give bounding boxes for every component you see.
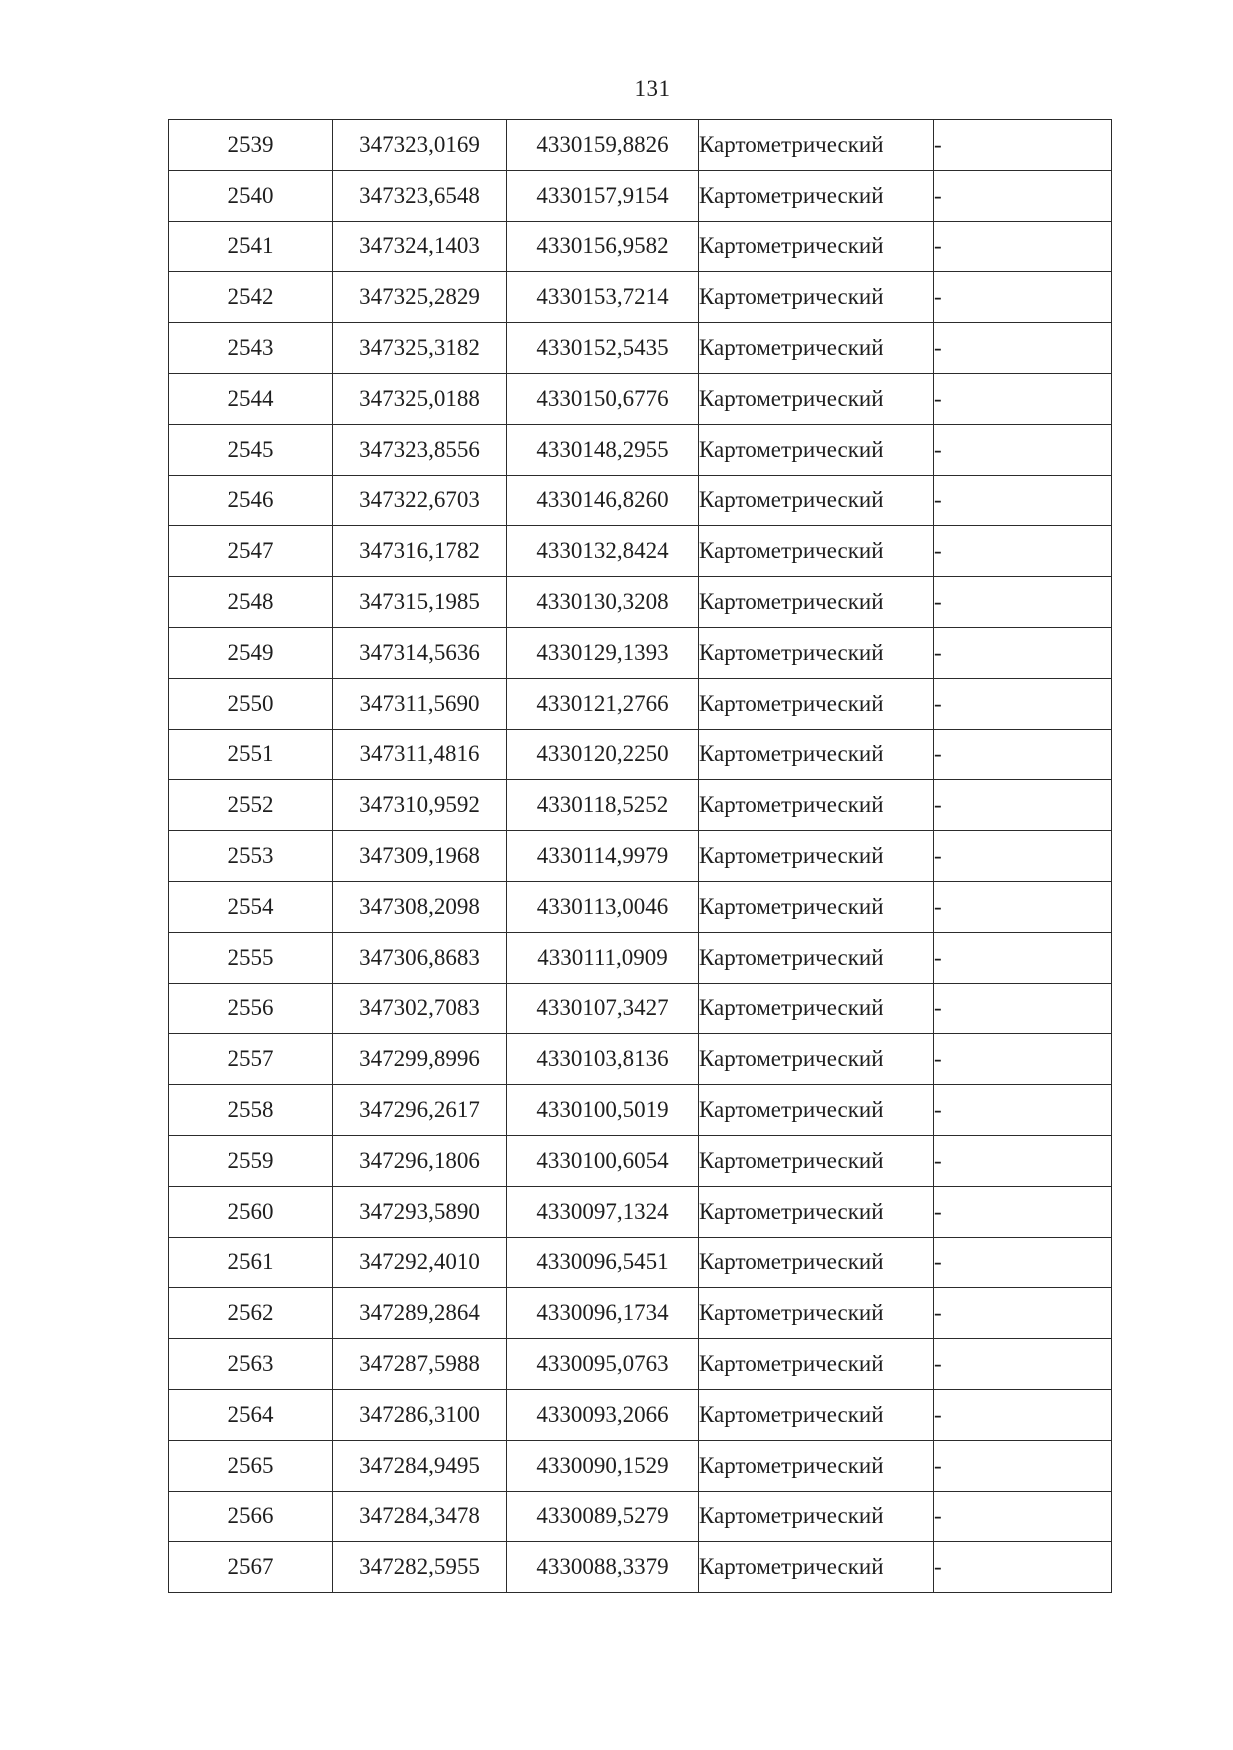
note-cell: - (934, 1288, 1112, 1339)
point-number-cell: 2567 (169, 1542, 333, 1593)
x-coordinate-cell: 347316,1782 (333, 526, 507, 577)
x-coordinate-cell: 347299,8996 (333, 1034, 507, 1085)
method-cell: Картометрический (699, 1440, 934, 1491)
y-coordinate-cell: 4330090,1529 (507, 1440, 699, 1491)
table-row (169, 983, 1112, 1034)
note-cell: - (934, 475, 1112, 526)
point-number-cell: 2553 (169, 831, 333, 882)
table-row (169, 1288, 1112, 1339)
y-coordinate-cell: 4330089,5279 (507, 1491, 699, 1542)
point-number-cell: 2556 (169, 983, 333, 1034)
note-cell: - (934, 1440, 1112, 1491)
x-coordinate-cell: 347284,9495 (333, 1440, 507, 1491)
y-coordinate-cell: 4330157,9154 (507, 170, 699, 221)
point-number-cell: 2541 (169, 221, 333, 272)
x-coordinate-cell: 347284,3478 (333, 1491, 507, 1542)
point-number-cell: 2552 (169, 780, 333, 831)
table-row (169, 221, 1112, 272)
y-coordinate-cell: 4330130,3208 (507, 577, 699, 628)
point-number-cell: 2540 (169, 170, 333, 221)
point-number-cell: 2550 (169, 678, 333, 729)
method-cell: Картометрический (699, 1085, 934, 1136)
note-cell: - (934, 272, 1112, 323)
table-row (169, 729, 1112, 780)
x-coordinate-cell: 347322,6703 (333, 475, 507, 526)
method-cell: Картометрический (699, 323, 934, 374)
note-cell: - (934, 1237, 1112, 1288)
table-row (169, 1339, 1112, 1390)
x-coordinate-cell: 347323,8556 (333, 424, 507, 475)
method-cell: Картометрический (699, 1491, 934, 1542)
table-row (169, 780, 1112, 831)
y-coordinate-cell: 4330120,2250 (507, 729, 699, 780)
point-number-cell: 2549 (169, 627, 333, 678)
note-cell: - (934, 424, 1112, 475)
method-cell: Картометрический (699, 881, 934, 932)
method-cell: Картометрический (699, 678, 934, 729)
table-row (169, 323, 1112, 374)
y-coordinate-cell: 4330152,5435 (507, 323, 699, 374)
y-coordinate-cell: 4330100,5019 (507, 1085, 699, 1136)
y-coordinate-cell: 4330150,6776 (507, 373, 699, 424)
note-cell: - (934, 526, 1112, 577)
note-cell: - (934, 1542, 1112, 1593)
note-cell: - (934, 780, 1112, 831)
y-coordinate-cell: 4330121,2766 (507, 678, 699, 729)
table-row (169, 1491, 1112, 1542)
x-coordinate-cell: 347292,4010 (333, 1237, 507, 1288)
x-coordinate-cell: 347314,5636 (333, 627, 507, 678)
note-cell: - (934, 323, 1112, 374)
y-coordinate-cell: 4330153,7214 (507, 272, 699, 323)
method-cell: Картометрический (699, 170, 934, 221)
method-cell: Картометрический (699, 780, 934, 831)
point-number-cell: 2562 (169, 1288, 333, 1339)
table-row (169, 1034, 1112, 1085)
method-cell: Картометрический (699, 1034, 934, 1085)
x-coordinate-cell: 347324,1403 (333, 221, 507, 272)
y-coordinate-cell: 4330096,5451 (507, 1237, 699, 1288)
note-cell: - (934, 577, 1112, 628)
note-cell: - (934, 1085, 1112, 1136)
table-row (169, 1085, 1112, 1136)
x-coordinate-cell: 347282,5955 (333, 1542, 507, 1593)
method-cell: Картометрический (699, 932, 934, 983)
method-cell: Картометрический (699, 1186, 934, 1237)
method-cell: Картометрический (699, 627, 934, 678)
method-cell: Картометрический (699, 983, 934, 1034)
y-coordinate-cell: 4330118,5252 (507, 780, 699, 831)
note-cell: - (934, 881, 1112, 932)
y-coordinate-cell: 4330088,3379 (507, 1542, 699, 1593)
x-coordinate-cell: 347296,1806 (333, 1135, 507, 1186)
x-coordinate-cell: 347311,5690 (333, 678, 507, 729)
x-coordinate-cell: 347308,2098 (333, 881, 507, 932)
y-coordinate-cell: 4330100,6054 (507, 1135, 699, 1186)
table-row (169, 475, 1112, 526)
x-coordinate-cell: 347286,3100 (333, 1389, 507, 1440)
note-cell: - (934, 1034, 1112, 1085)
table-row (169, 1542, 1112, 1593)
y-coordinate-cell: 4330148,2955 (507, 424, 699, 475)
method-cell: Картометрический (699, 1288, 934, 1339)
point-number-cell: 2563 (169, 1339, 333, 1390)
note-cell: - (934, 627, 1112, 678)
method-cell: Картометрический (699, 272, 934, 323)
y-coordinate-cell: 4330113,0046 (507, 881, 699, 932)
point-number-cell: 2546 (169, 475, 333, 526)
y-coordinate-cell: 4330146,8260 (507, 475, 699, 526)
method-cell: Картометрический (699, 373, 934, 424)
method-cell: Картометрический (699, 1237, 934, 1288)
table-row (169, 577, 1112, 628)
method-cell: Картометрический (699, 424, 934, 475)
table-row (169, 831, 1112, 882)
y-coordinate-cell: 4330096,1734 (507, 1288, 699, 1339)
method-cell: Картометрический (699, 475, 934, 526)
note-cell: - (934, 221, 1112, 272)
point-number-cell: 2554 (169, 881, 333, 932)
y-coordinate-cell: 4330107,3427 (507, 983, 699, 1034)
method-cell: Картометрический (699, 577, 934, 628)
note-cell: - (934, 373, 1112, 424)
method-cell: Картометрический (699, 221, 934, 272)
note-cell: - (934, 678, 1112, 729)
x-coordinate-cell: 347311,4816 (333, 729, 507, 780)
table-row (169, 1440, 1112, 1491)
point-number-cell: 2566 (169, 1491, 333, 1542)
x-coordinate-cell: 347306,8683 (333, 932, 507, 983)
table-row (169, 881, 1112, 932)
point-number-cell: 2544 (169, 373, 333, 424)
note-cell: - (934, 1339, 1112, 1390)
method-cell: Картометрический (699, 1389, 934, 1440)
table-row (169, 1186, 1112, 1237)
table-row (169, 1237, 1112, 1288)
page-number: 131 (634, 76, 671, 101)
note-cell: - (934, 932, 1112, 983)
y-coordinate-cell: 4330097,1324 (507, 1186, 699, 1237)
y-coordinate-cell: 4330111,0909 (507, 932, 699, 983)
point-number-cell: 2555 (169, 932, 333, 983)
table-row (169, 373, 1112, 424)
point-number-cell: 2539 (169, 120, 333, 171)
note-cell: - (934, 1186, 1112, 1237)
x-coordinate-cell: 347289,2864 (333, 1288, 507, 1339)
y-coordinate-cell: 4330159,8826 (507, 120, 699, 171)
method-cell: Картометрический (699, 1135, 934, 1186)
x-coordinate-cell: 347325,2829 (333, 272, 507, 323)
note-cell: - (934, 983, 1112, 1034)
note-cell: - (934, 729, 1112, 780)
note-cell: - (934, 831, 1112, 882)
point-number-cell: 2547 (169, 526, 333, 577)
x-coordinate-cell: 347287,5988 (333, 1339, 507, 1390)
point-number-cell: 2559 (169, 1135, 333, 1186)
table-row (169, 1135, 1112, 1186)
point-number-cell: 2561 (169, 1237, 333, 1288)
table-row (169, 424, 1112, 475)
x-coordinate-cell: 347315,1985 (333, 577, 507, 628)
point-number-cell: 2542 (169, 272, 333, 323)
y-coordinate-cell: 4330156,9582 (507, 221, 699, 272)
point-number-cell: 2558 (169, 1085, 333, 1136)
method-cell: Картометрический (699, 120, 934, 171)
table-row (169, 627, 1112, 678)
x-coordinate-cell: 347325,3182 (333, 323, 507, 374)
table-row (169, 932, 1112, 983)
point-number-cell: 2545 (169, 424, 333, 475)
table-row (169, 526, 1112, 577)
x-coordinate-cell: 347323,0169 (333, 120, 507, 171)
x-coordinate-cell: 347309,1968 (333, 831, 507, 882)
note-cell: - (934, 170, 1112, 221)
table-row (169, 120, 1112, 171)
method-cell: Картометрический (699, 526, 934, 577)
point-number-cell: 2557 (169, 1034, 333, 1085)
note-cell: - (934, 1389, 1112, 1440)
coordinates-table-body (169, 120, 1112, 1593)
y-coordinate-cell: 4330132,8424 (507, 526, 699, 577)
note-cell: - (934, 120, 1112, 171)
method-cell: Картометрический (699, 729, 934, 780)
method-cell: Картометрический (699, 1339, 934, 1390)
y-coordinate-cell: 4330103,8136 (507, 1034, 699, 1085)
point-number-cell: 2551 (169, 729, 333, 780)
x-coordinate-cell: 347302,7083 (333, 983, 507, 1034)
note-cell: - (934, 1491, 1112, 1542)
y-coordinate-cell: 4330114,9979 (507, 831, 699, 882)
point-number-cell: 2564 (169, 1389, 333, 1440)
coordinates-table (168, 119, 1112, 1593)
x-coordinate-cell: 347323,6548 (333, 170, 507, 221)
y-coordinate-cell: 4330093,2066 (507, 1389, 699, 1440)
point-number-cell: 2560 (169, 1186, 333, 1237)
point-number-cell: 2548 (169, 577, 333, 628)
note-cell: - (934, 1135, 1112, 1186)
table-row (169, 272, 1112, 323)
y-coordinate-cell: 4330095,0763 (507, 1339, 699, 1390)
method-cell: Картометрический (699, 831, 934, 882)
x-coordinate-cell: 347293,5890 (333, 1186, 507, 1237)
x-coordinate-cell: 347310,9592 (333, 780, 507, 831)
x-coordinate-cell: 347325,0188 (333, 373, 507, 424)
table-row (169, 1389, 1112, 1440)
x-coordinate-cell: 347296,2617 (333, 1085, 507, 1136)
method-cell: Картометрический (699, 1542, 934, 1593)
table-row (169, 678, 1112, 729)
table-row (169, 170, 1112, 221)
point-number-cell: 2543 (169, 323, 333, 374)
y-coordinate-cell: 4330129,1393 (507, 627, 699, 678)
point-number-cell: 2565 (169, 1440, 333, 1491)
